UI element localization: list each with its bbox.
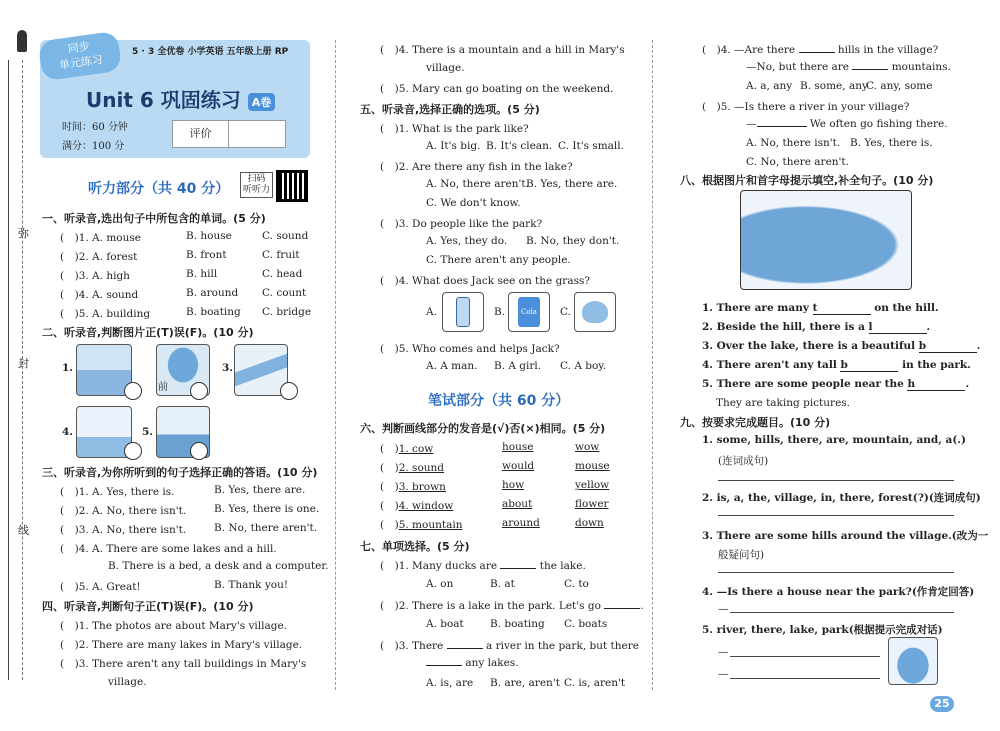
qr-code[interactable] bbox=[276, 170, 308, 202]
seal-toy-picture bbox=[574, 292, 616, 332]
list-item: ( )5. A. building bbox=[60, 308, 151, 320]
binding-char: 线 bbox=[18, 524, 29, 537]
s1-title: 一、听录音,选出句子中所包含的单词。(5 分) bbox=[42, 212, 266, 225]
unit-title: Unit 6 巩固练习 A卷 bbox=[86, 84, 275, 113]
s6-title: 六、判断画线部分的发音是(√)否(×)相同。(5 分) bbox=[360, 422, 606, 435]
rocket-icon bbox=[17, 30, 27, 52]
s2-title: 二、听录音,判断图片正(T)误(F)。(10 分) bbox=[42, 326, 254, 339]
s4-title: 四、听录音,判断句子正(T)误(F)。(10 分) bbox=[42, 600, 254, 613]
park-scene-picture bbox=[740, 190, 912, 290]
score-info: 满分：100 分 bbox=[62, 141, 125, 152]
s7-title: 七、单项选择。(5 分) bbox=[360, 540, 470, 553]
grade-box: 评价 bbox=[172, 120, 286, 148]
header-badge: 同步 单元练习 bbox=[38, 31, 123, 82]
binding-char: 封 bbox=[18, 357, 29, 370]
list-item: ( )2. A. forest bbox=[60, 251, 138, 263]
series-line: 5 · 3 全优卷 小学英语 五年级上册 RP bbox=[132, 47, 289, 57]
list-item: ( )3. A. high bbox=[60, 270, 130, 282]
list-item: ( )4. A. sound bbox=[60, 289, 139, 301]
s5-title: 五、听录音,选择正确的选项。(5 分) bbox=[360, 103, 540, 116]
page-number: 25 bbox=[930, 696, 954, 712]
writing-title: 笔试部分（共 60 分） bbox=[428, 393, 570, 409]
listening-title: 听力部分（共 40 分） bbox=[88, 181, 230, 197]
s3-title: 三、听录音,为你所听到的句子选择正确的答语。(10 分) bbox=[42, 466, 318, 479]
s9-title: 九、按要求完成题目。(10 分) bbox=[680, 416, 831, 429]
qr-label: 扫码 听听力 bbox=[240, 172, 273, 198]
time-info: 时间：60 分钟 bbox=[62, 122, 128, 133]
list-item: ( )1. A. mouse bbox=[60, 232, 141, 244]
binding-char: 弥 bbox=[18, 227, 29, 240]
level-badge: A卷 bbox=[248, 93, 276, 111]
lake-park-picture bbox=[888, 637, 938, 685]
s8-title: 八、根据图片和首字母提示填空,补全句子。(10 分) bbox=[680, 174, 934, 187]
bottle-picture bbox=[442, 292, 484, 332]
cola-can-picture: Cola bbox=[508, 292, 550, 332]
